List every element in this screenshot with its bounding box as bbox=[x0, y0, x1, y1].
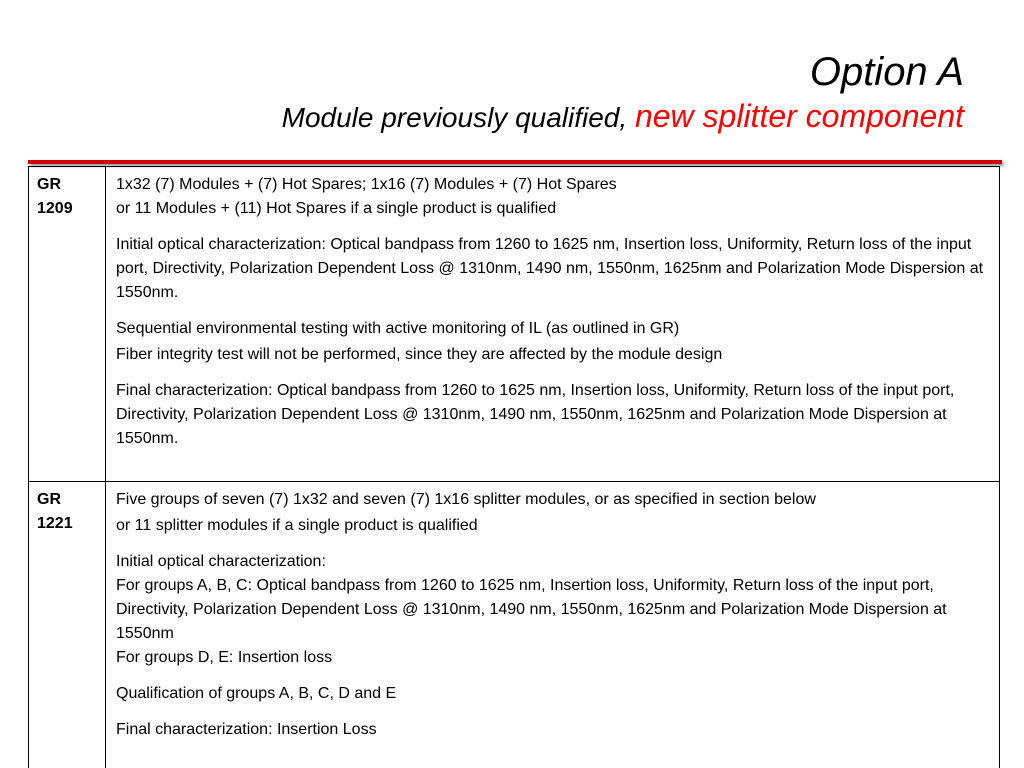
slide-title bbox=[282, 48, 964, 138]
text-line: or 11 splitter modules if a single product is qualified bbox=[116, 517, 478, 534]
paragraph bbox=[116, 343, 991, 367]
paragraph bbox=[116, 550, 991, 670]
gr-number: 1221 bbox=[37, 515, 73, 532]
text-line: For groups A, B, C: Optical bandpass from 1260 to 1625 nm, Insertion loss, Uniformity, Return loss of the input port, Directivity, Polarization Dependent Loss @ 1310nm, 1490 nm, 1550nm, 1625nm and Polarization Mode Dispersion at 1550nm bbox=[116, 577, 947, 642]
title-divider bbox=[28, 160, 1002, 164]
subtitle-plain: Module previously qualified, bbox=[281, 102, 635, 133]
subtitle-accent: new splitter component bbox=[634, 98, 964, 134]
text-line: Initial optical characterization: Optical bandpass from 1260 to 1625 nm, Insertion loss, Uniformity, Return loss of the input port, Directivity, Polarization Dependent Loss @ 1310nm, 1490 nm, 1550nm, 1625nm and Polarization Mode Dispersion at 1550nm. bbox=[116, 236, 984, 301]
gr-number: 1209 bbox=[37, 200, 73, 217]
paragraph bbox=[116, 317, 991, 341]
paragraph bbox=[116, 682, 991, 706]
text-line: 1x32 (7) Modules + (7) Hot Spares; 1x16 (7) Modules + (7) Hot Spares bbox=[116, 176, 617, 193]
paragraph bbox=[116, 233, 991, 305]
gr-label: GR bbox=[37, 491, 61, 508]
gr-id-cell bbox=[29, 167, 106, 482]
text-line: Five groups of seven (7) 1x32 and seven (7) 1x16 splitter modules, or as specified in section below bbox=[116, 491, 816, 508]
table-row bbox=[29, 482, 1000, 768]
paragraph bbox=[116, 488, 991, 512]
text-line: Sequential environmental testing with active monitoring of IL (as outlined in GR) bbox=[116, 320, 680, 337]
paragraph bbox=[116, 173, 991, 221]
text-line: Initial optical characterization: bbox=[116, 553, 326, 570]
text-line: or 11 Modules + (11) Hot Spares if a single product is qualified bbox=[116, 200, 557, 217]
table-row bbox=[29, 167, 1000, 482]
paragraph bbox=[116, 514, 991, 538]
requirements-table bbox=[28, 166, 1000, 768]
text-line: Final characterization: Insertion Loss bbox=[116, 721, 377, 738]
gr-label: GR bbox=[37, 176, 61, 193]
paragraph bbox=[116, 379, 991, 451]
requirements-cell bbox=[106, 482, 1000, 768]
title-option: Option A bbox=[809, 50, 964, 94]
subtitle bbox=[282, 96, 964, 138]
text-line: Fiber integrity test will not be performed, since they are affected by the module design bbox=[116, 346, 723, 363]
text-line: Qualification of groups A, B, C, D and E bbox=[116, 685, 397, 702]
text-line: Final characterization: Optical bandpass from 1260 to 1625 nm, Insertion loss, Uniformity, Return loss of the input port, Directivity, Polarization Dependent Loss @ 1310nm, 1490 nm, 1550nm, 1625nm and Polarization Mode Dispersion at 1550nm. bbox=[116, 382, 955, 447]
gr-id-cell bbox=[29, 482, 106, 768]
paragraph bbox=[116, 718, 991, 742]
text-line: For groups D, E: Insertion loss bbox=[116, 649, 333, 666]
requirements-cell bbox=[106, 167, 1000, 482]
